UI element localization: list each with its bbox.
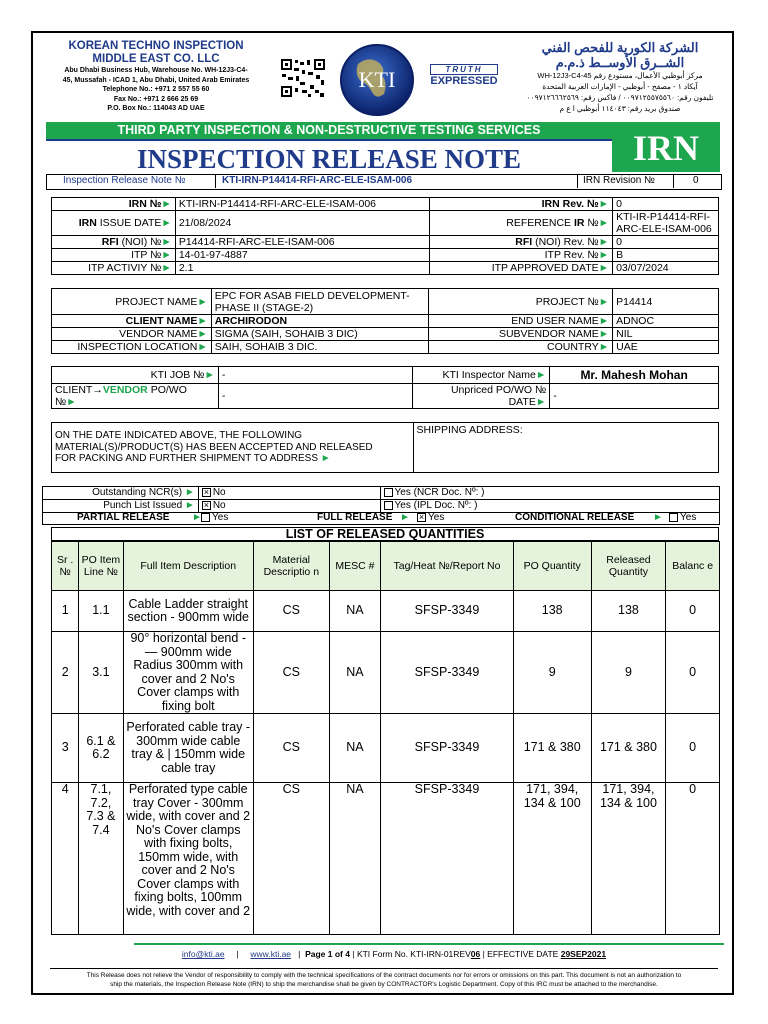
qr-code-icon (280, 58, 326, 98)
issue-date-label: IRN ISSUE DATE► (52, 211, 176, 236)
checkbox-icon (201, 513, 210, 522)
column-header: Balanc e (666, 542, 720, 591)
disclaimer-divider (50, 968, 718, 969)
subvendor-value: NIL (613, 328, 719, 341)
rfi-label: RFI (NOI) №► (52, 236, 176, 249)
table-cell: 138 (591, 591, 666, 632)
company-name-en-2: MIDDLE EAST CO. LLC (92, 53, 220, 65)
table-cell: NA (329, 783, 381, 935)
address-line: Abu Dhabi Business Hub, Warehouse No. WH-12J3-C4- (64, 67, 248, 74)
table-cell: 138 (513, 591, 591, 632)
table-cell: CS (253, 714, 329, 783)
address-line: 45, Mussafah - ICAD 1, Abu Dhabi, United Arab Emirates (62, 76, 250, 84)
end-user-label: END USER NAME► (429, 315, 613, 328)
client-label: CLIENT NAME► (52, 315, 212, 328)
column-header: Full Item Description (123, 542, 253, 591)
itp-activity-value: 2.1 (175, 262, 430, 275)
web-link[interactable]: www.kti.ae (250, 949, 292, 959)
unpriced-value: - (550, 384, 719, 409)
reference-label: REFERENCE IR №► (430, 211, 613, 236)
ncr-no-option[interactable]: × No (198, 487, 380, 500)
ncr-yes-option[interactable]: Yes (NCR Doc. Nº: ) (380, 487, 719, 500)
checkbox-icon (384, 488, 393, 497)
table-cell: 3.1 (79, 632, 123, 714)
rfi-value: P14414-RFI-ARC-ELE-ISAM-006 (175, 236, 430, 249)
truth-expressed-badge (430, 64, 498, 87)
project-name-label: PROJECT NAME► (52, 289, 212, 315)
table-cell: 9 (591, 632, 666, 714)
full-release-option[interactable]: × Yes (418, 511, 445, 523)
itp-approved-value: 03/07/2024 (613, 262, 719, 275)
table-cell: Perforated cable tray - 300mm wide cable tray & | 150mm wide cable tray (123, 714, 253, 783)
company-name-ar: الشركة الكورية للفحص الفني (541, 40, 699, 55)
table-cell: 4 (52, 783, 79, 935)
job-value: - (218, 367, 413, 384)
arabic-phone: تليفون رقم: ٠٠٩٧١٢٥٥٧٥٥٦٠ / فاكس رقم: ٠٠٩٧١٢٦٦٦٢٥٦٩ (526, 93, 714, 102)
shipping-address: SHIPPING ADDRESS: (413, 423, 718, 473)
itp-activity-label: ITP ACTIVIY №► (52, 262, 176, 275)
badge-bottom: EXPRESSED (430, 75, 498, 87)
inspector-label: KTI Inspector Name► (413, 367, 550, 384)
page-title: INSPECTION RELEASE NOTE (136, 144, 522, 174)
table-cell: 2 (52, 632, 79, 714)
company-name-en: KOREAN TECHNO INSPECTION (68, 40, 244, 52)
company-name-ar-2: الشــرق الأوســط ذ.م.م (555, 55, 685, 70)
job-table (51, 366, 719, 409)
table-cell: SFSP-3349 (381, 591, 514, 632)
vendor-value: SIGMA (SAIH, SOHAIB 3 DIC) (211, 328, 429, 341)
table-row (52, 783, 720, 935)
checkbox-checked-icon: × (418, 511, 425, 522)
column-header: Material Descriptio n (253, 542, 329, 591)
table-cell: NA (329, 714, 381, 783)
irn-info-row (46, 174, 722, 190)
irn-rev-value: 0 (693, 175, 699, 186)
punch-no-option[interactable]: × No (198, 500, 380, 513)
location-label: INSPECTION LOCATION► (52, 341, 212, 354)
project-no-label: PROJECT №► (429, 289, 613, 315)
checkbox-checked-icon: × (203, 499, 209, 510)
release-type-row: PARTIAL RELEASE ► Yes FULL RELEASE ► × Yes CONDITIONAL RELEASE ► Yes (42, 512, 720, 525)
country-label: COUNTRY► (429, 341, 613, 354)
pobox-line: P.O. Box No.: 114043 AD UAE (107, 105, 205, 112)
issue-date-value: 21/08/2024 (175, 211, 430, 236)
table-cell: 171, 394, 134 & 100 (513, 783, 591, 935)
table-cell: Cable Ladder straight section - 900mm wide (123, 591, 253, 632)
column-header: MESC # (329, 542, 381, 591)
quantities-table (51, 541, 720, 935)
table-cell: 90° horizontal bend - — 900mm wide Radius 300mm with cover and 2 No's Cover clamps with fixing bolt (123, 632, 253, 714)
services-banner: THIRD PARTY INSPECTION & NON-DESTRUCTIVE TESTING SERVICES (46, 122, 612, 139)
logo-text: KTI (358, 67, 396, 92)
reference-value: KTI-IR-P14414-RFI-ARC-ELE-ISAM-006 (613, 211, 719, 236)
page-number: Page 1 of 4 (305, 949, 350, 959)
table-cell: NA (329, 591, 381, 632)
arabic-address: مركز أبوظبي الأعمال، مستودع رقم WH-12J3-C4-45 (537, 71, 703, 80)
country-value: UAE (613, 341, 719, 354)
po-label: CLIENT→VENDOR PO/WO №► (52, 384, 219, 409)
footer-divider (134, 943, 724, 945)
table-cell: NA (329, 632, 381, 714)
table-cell: SFSP-3349 (381, 783, 514, 935)
quantities-title: LIST OF RELEASED QUANTITIES (51, 527, 719, 541)
table-cell: SFSP-3349 (381, 714, 514, 783)
table-row (52, 591, 720, 632)
release-status-table (42, 486, 720, 513)
end-user-value: ADNOC (613, 315, 719, 328)
client-value: ARCHIRODON (211, 315, 429, 328)
email-link[interactable]: info@kti.ae (181, 949, 225, 959)
punch-label: Punch List Issued ► (43, 500, 199, 513)
partial-release-label: PARTIAL RELEASE (77, 512, 170, 523)
irn-number: KTI-IRN-P14414-RFI-ARC-ELE-ISAM-006 (222, 175, 413, 186)
table-cell: 171 & 380 (513, 714, 591, 783)
location-value: SAIH, SOHAIB 3 DIC. (211, 341, 429, 354)
table-row (52, 632, 720, 714)
table-cell: 9 (513, 632, 591, 714)
column-header: Sr . № (52, 542, 79, 591)
company-block-ar (520, 40, 720, 114)
effective-date: 29SEP2021 (560, 949, 607, 959)
itp-label: ITP №► (52, 249, 176, 262)
checkbox-icon (384, 501, 393, 510)
table-row (52, 714, 720, 783)
table-header-row (52, 542, 720, 591)
vendor-label: VENDOR NAME► (52, 328, 212, 341)
footer: info@kti.ae | www.kti.ae | Page 1 of 4 | KTI Form No. KTI-IRN-01REV06 | EFFECTIVE DATE 29SEP2021 (181, 949, 607, 959)
column-header: Tag/Heat №/Report No (381, 542, 514, 591)
irn-details-table (51, 197, 719, 275)
subvendor-label: SUBVENDOR NAME► (429, 328, 613, 341)
conditional-release-label: CONDITIONAL RELEASE (515, 512, 635, 523)
conditional-release-option[interactable]: Yes (669, 512, 696, 523)
shipment-table (51, 422, 719, 473)
table-cell: 3 (52, 714, 79, 783)
badge-top: TRUTH (430, 64, 498, 75)
itp-rev-label: ITP Rev. №► (430, 249, 613, 262)
full-release-label: FULL RELEASE (317, 512, 393, 523)
column-header: Released Quantity (591, 542, 666, 591)
kti-globe-logo (338, 42, 416, 118)
project-name-value: EPC FOR ASAB FIELD DEVELOPMENT-PHASE II (STAGE-2) (211, 289, 429, 315)
checkbox-checked-icon: × (203, 486, 209, 497)
table-cell: 171 & 380 (591, 714, 666, 783)
irn-no-value: KTI-IRN-P14414-RFI-ARC-ELE-ISAM-006 (175, 198, 430, 211)
irn-rev-label: IRN Rev. №► (430, 198, 613, 211)
table-cell: CS (253, 591, 329, 632)
column-header: PO Item Line № (79, 542, 123, 591)
table-cell: 1.1 (79, 591, 123, 632)
release-statement: ON THE DATE INDICATED ABOVE, THE FOLLOWING MATERIAL(S)/PRODUCT(S) HAS BEEN ACCEPTED AND RELEASED FOR PACKING AND FURTHER SHIPMENT TO ADDRESS ► (52, 423, 414, 473)
column-header: PO Quantity (513, 542, 591, 591)
table-cell: 7.1, 7.2, 7.3 & 7.4 (79, 783, 123, 935)
po-value: - (218, 384, 413, 409)
table-cell: 0 (666, 591, 720, 632)
disclaimer: This Release does not relieve the Vendor of responsibility to comply with the technical specifications of the contract documents nor for errors or omissions on this part. This document is not an authorization to ship the materials, the Inspection Release Note (IRN) to ship the merchandise shall be given by CONTRACTOR's Logistic Department. Copy of this IRC must be attached to the merchandise. (86, 972, 682, 988)
table-cell: 6.1 & 6.2 (79, 714, 123, 783)
table-cell: CS (253, 783, 329, 935)
table-cell: 0 (666, 714, 720, 783)
table-cell: 171, 394, 134 & 100 (591, 783, 666, 935)
table-cell: CS (253, 632, 329, 714)
irn-badge: IRN (612, 122, 720, 172)
form-number: KTI Form No. KTI-IRN-01REV (356, 949, 471, 959)
job-label: KTI JOB №► (52, 367, 219, 384)
company-block-en (50, 40, 262, 114)
table-cell: SFSP-3349 (381, 632, 514, 714)
itp-approved-label: ITP APPROVED DATE► (430, 262, 613, 275)
irn-no-label: IRN №► (52, 198, 176, 211)
phone-line: Telephone No.: +971 2 557 55 60 (102, 86, 210, 93)
partial-release-option[interactable]: Yes (201, 512, 228, 523)
itp-value: 14-01-97-4887 (175, 249, 430, 262)
unpriced-label: Unpriced PO/WO № DATE► (413, 384, 550, 409)
project-no-value: P14414 (613, 289, 719, 315)
itp-rev-value: B (613, 249, 719, 262)
punch-yes-option[interactable]: Yes (IPL Doc. Nº: ) (380, 500, 719, 513)
table-cell: 0 (666, 783, 720, 935)
checkbox-icon (669, 513, 678, 522)
arabic-pobox: صندوق بريد رقم: ١١٤٠٤٣ أبوظبي ا ع م (559, 104, 681, 113)
project-table (51, 288, 719, 354)
irn-rev-value: 0 (613, 198, 719, 211)
fax-line: Fax No.: +971 2 666 25 69 (113, 95, 199, 103)
irn-rev-label: IRN Revision № (583, 175, 655, 186)
ncr-label: Outstanding NCR(s) ► (43, 487, 199, 500)
rfi-rev-label: RFI (NOI) Rev. №► (430, 236, 613, 249)
arabic-address: آيكاد ١ - مصفح - أبوظبي - الإمارات العربية المتحدة (542, 82, 698, 91)
table-cell: 1 (52, 591, 79, 632)
table-cell: 0 (666, 632, 720, 714)
rfi-rev-value: 0 (613, 236, 719, 249)
inspector-name: Mr. Mahesh Mohan (550, 367, 719, 384)
irn-label: Inspection Release Note № (63, 175, 186, 186)
table-cell: Perforated type cable tray Cover - 300mm wide, with cover and 2 No's Cover clamps with fixing bolts, 150mm wide, with cover and 2 No's Cover clamps with fixing bolts, 100mm wide, with cover and 2 (123, 783, 253, 935)
